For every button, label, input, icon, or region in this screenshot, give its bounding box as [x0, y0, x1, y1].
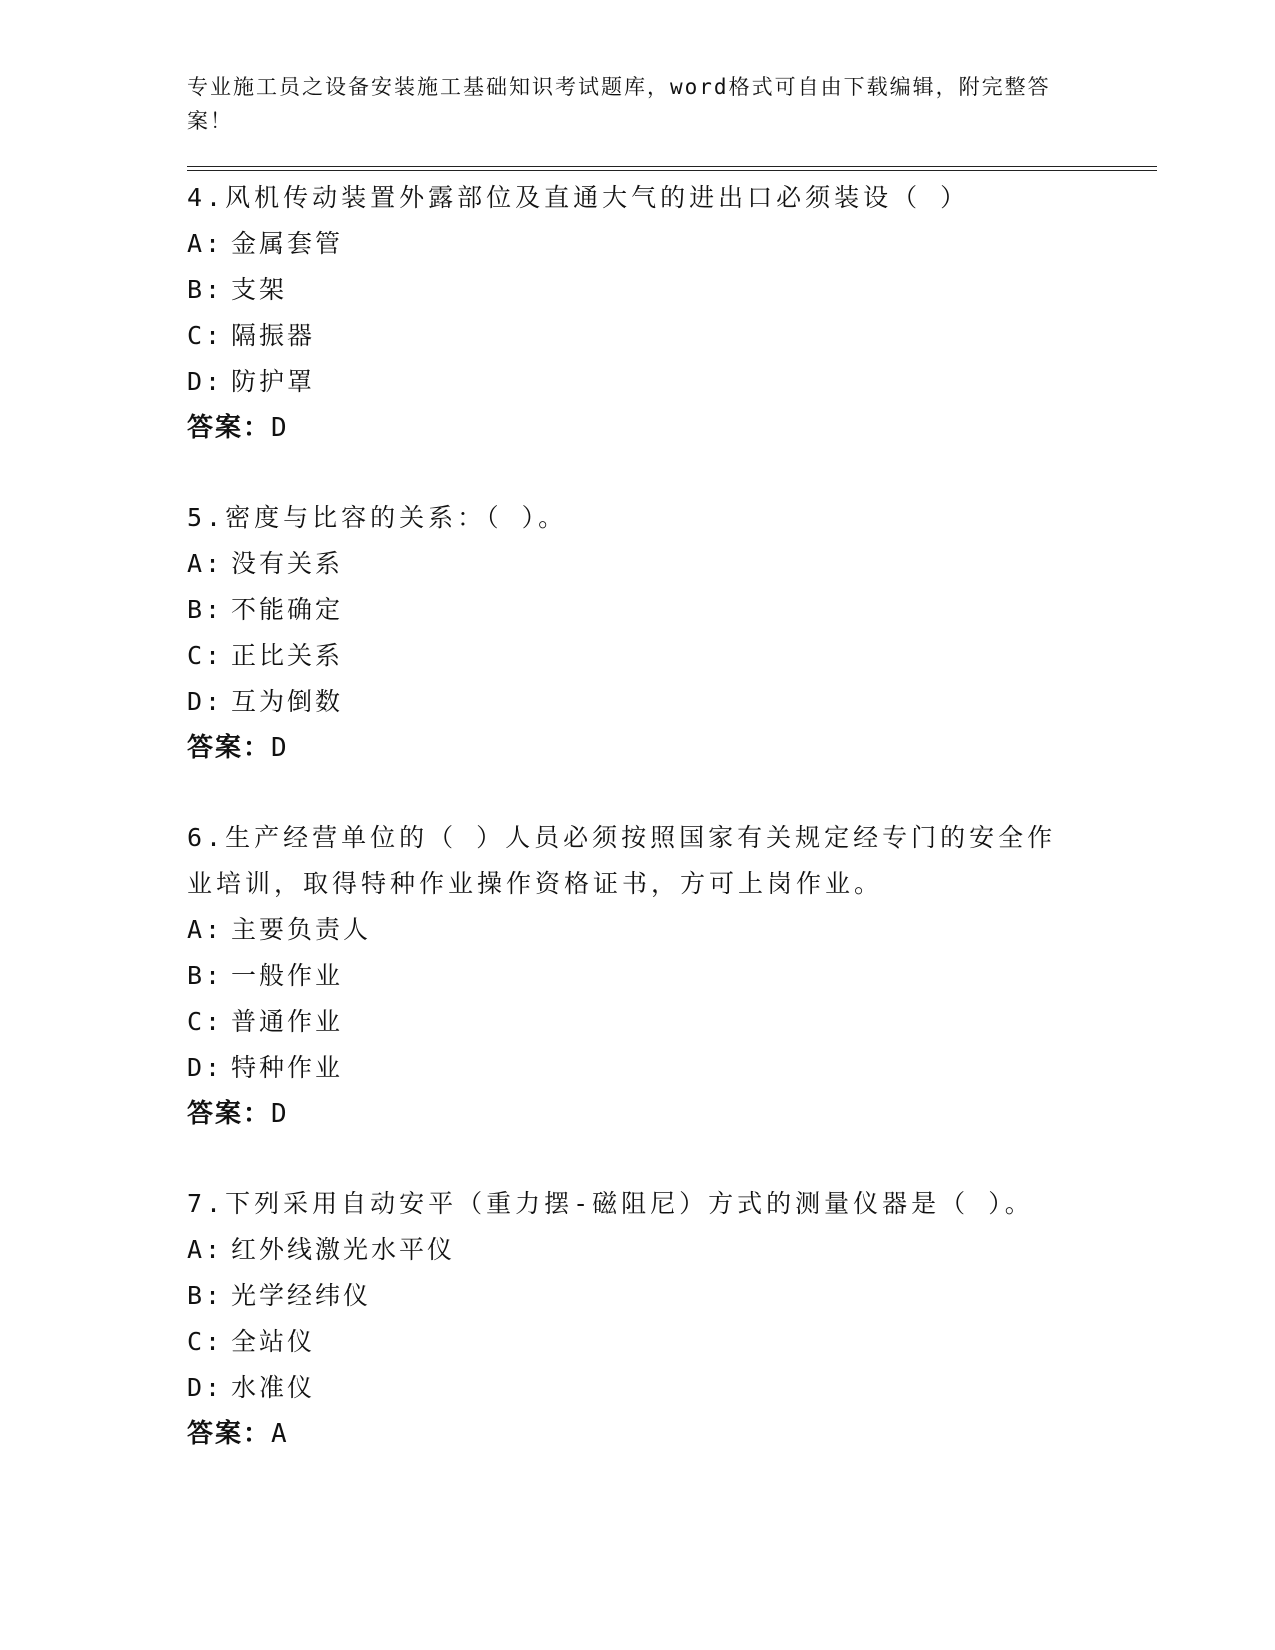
option-a — [187, 221, 1167, 267]
option-c — [187, 313, 1167, 359]
option-a — [187, 907, 1167, 953]
answer-label: 答案： — [187, 733, 272, 763]
option-letter: D: — [187, 687, 224, 716]
option-text: 特种作业 — [231, 1053, 344, 1082]
answer-value: D — [271, 413, 289, 443]
option-text: 光学经纬仪 — [231, 1281, 372, 1310]
option-c — [187, 633, 1167, 679]
answer-line — [187, 405, 1167, 451]
option-text: 红外线激光水平仪 — [231, 1235, 456, 1264]
option-letter: C: — [187, 1327, 224, 1356]
question-5 — [187, 495, 1167, 771]
option-b — [187, 267, 1167, 313]
spacer — [187, 1137, 1167, 1181]
option-b — [187, 587, 1167, 633]
option-letter: D: — [187, 1053, 224, 1082]
question-4 — [187, 175, 1167, 451]
answer-value: D — [271, 733, 289, 763]
option-text: 普通作业 — [231, 1007, 344, 1036]
option-text: 全站仪 — [231, 1327, 316, 1356]
option-text: 没有关系 — [231, 549, 344, 578]
answer-value: A — [271, 1419, 289, 1449]
option-letter: B: — [187, 275, 224, 304]
answer-line — [187, 1091, 1167, 1137]
option-letter: C: — [187, 1007, 224, 1036]
option-text: 互为倒数 — [231, 687, 344, 716]
document-header: 专业施工员之设备安装施工基础知识考试题库，word格式可自由下载编辑，附完整答案！ — [187, 75, 1051, 133]
answer-label: 答案： — [187, 1419, 272, 1449]
option-d — [187, 679, 1167, 725]
question-text: 4.风机传动装置外露部位及直通大气的进出口必须装设（ ） — [187, 183, 970, 212]
option-letter: B: — [187, 961, 224, 990]
option-letter: C: — [187, 641, 224, 670]
option-c — [187, 999, 1167, 1045]
spacer — [187, 771, 1167, 815]
option-text: 一般作业 — [231, 961, 344, 990]
option-text: 水准仪 — [231, 1373, 316, 1402]
option-letter: B: — [187, 1281, 224, 1310]
question-6 — [187, 815, 1167, 1137]
option-letter: A: — [187, 1235, 224, 1264]
question-7 — [187, 1181, 1167, 1457]
option-a — [187, 1227, 1167, 1273]
document-page — [187, 70, 1167, 1457]
option-b — [187, 1273, 1167, 1319]
option-text: 隔振器 — [231, 321, 316, 350]
option-letter: D: — [187, 1373, 224, 1402]
answer-line — [187, 725, 1167, 771]
spacer — [187, 451, 1167, 495]
question-text: 6.生产经营单位的（ ）人员必须按照国家有关规定经专门的安全作业培训，取得特种作业操作资格证书，方可上岗作业。 — [187, 823, 1057, 898]
option-letter: A: — [187, 229, 224, 258]
option-letter: B: — [187, 595, 224, 624]
option-d — [187, 359, 1167, 405]
option-text: 不能确定 — [231, 595, 344, 624]
answer-line — [187, 1411, 1167, 1457]
option-d — [187, 1365, 1167, 1411]
option-text: 正比关系 — [231, 641, 344, 670]
answer-label: 答案： — [187, 413, 272, 443]
option-letter: A: — [187, 915, 224, 944]
option-letter: C: — [187, 321, 224, 350]
answer-value: D — [271, 1099, 289, 1129]
option-text: 防护罩 — [231, 367, 316, 396]
question-text: 5.密度与比容的关系：（ ）。 — [187, 503, 568, 532]
option-d — [187, 1045, 1167, 1091]
option-text: 主要负责人 — [231, 915, 372, 944]
option-c — [187, 1319, 1167, 1365]
answer-label: 答案： — [187, 1099, 272, 1129]
option-letter: D: — [187, 367, 224, 396]
option-a — [187, 541, 1167, 587]
option-letter: A: — [187, 549, 224, 578]
option-text: 支架 — [231, 275, 288, 304]
question-text: 7.下列采用自动安平（重力摆-磁阻尼）方式的测量仪器是（ ）。 — [187, 1189, 1034, 1218]
option-text: 金属套管 — [231, 229, 344, 258]
option-b — [187, 953, 1167, 999]
header-divider — [187, 166, 1157, 171]
